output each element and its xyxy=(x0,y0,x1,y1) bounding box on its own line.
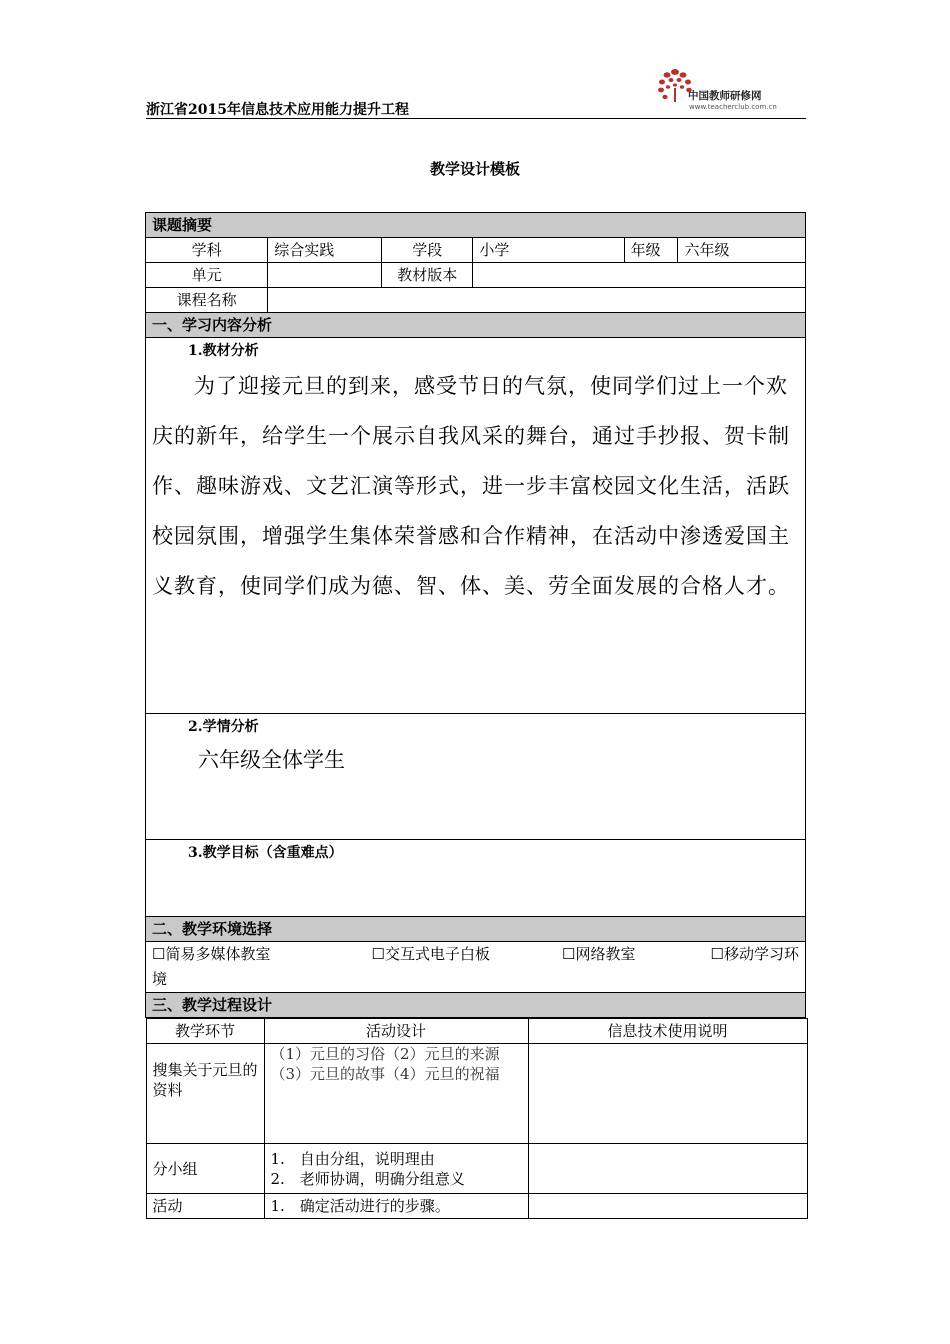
activity-line: （3）元旦的故事（4）元旦的祝福 xyxy=(270,1065,500,1083)
process-it xyxy=(528,1194,807,1219)
process-stage: 搜集关于元旦的资料 xyxy=(146,1044,264,1144)
section3-heading: 三、教学过程设计 xyxy=(146,993,806,1018)
process-stage: 活动 xyxy=(146,1194,264,1219)
activity-line: 1. 自由分组，说明理由 xyxy=(270,1149,435,1168)
process-header-stage: 教学环节 xyxy=(146,1019,264,1044)
grade-label: 年级 xyxy=(624,238,678,263)
process-header-it: 信息技术使用说明 xyxy=(528,1019,807,1044)
process-table xyxy=(146,1018,808,1219)
course-value xyxy=(268,288,806,313)
activity-line: 2. 老师协调，明确分组意义 xyxy=(270,1169,465,1188)
material-text: 为了迎接元旦的到来，感受节日的气氛，使同学们过上一个欢庆的新年，给学生一个展示自我风采的舞台，通过手抄报、贺卡制作、趣味游戏、文艺汇演等形式，进一步丰富校园文化生活，活跃校园氛围，增强学生集体荣誉感和合作精神，在活动中渗透爱国主义教育，使同学们成为德、智、体、美、劳全面发展的合格人才。 xyxy=(152,374,790,598)
activity-line: （1）元旦的习俗（2）元旦的来源 xyxy=(270,1045,500,1063)
summary-heading: 课题摘要 xyxy=(146,213,806,238)
course-label: 课程名称 xyxy=(146,288,268,313)
process-activity xyxy=(264,1194,528,1219)
grade-value: 六年级 xyxy=(678,238,806,263)
stage-value: 小学 xyxy=(473,238,624,263)
page-title: 教学设计模板 xyxy=(429,160,520,178)
process-stage: 分小组 xyxy=(146,1144,264,1194)
activity-line: 1. 确定活动进行的步骤。 xyxy=(270,1197,450,1215)
process-table-wrapper xyxy=(146,1018,806,1220)
process-it xyxy=(528,1044,807,1144)
process-activity xyxy=(264,1144,528,1194)
edition-value xyxy=(473,263,806,288)
process-activity xyxy=(264,1044,528,1144)
edition-label: 教材版本 xyxy=(382,263,473,288)
process-it xyxy=(528,1144,807,1194)
logo-url: www.teacherclub.com.cn xyxy=(689,103,777,111)
option-whiteboard[interactable]: ☐交互式电子白板 xyxy=(371,945,490,963)
material-analysis-cell xyxy=(146,338,806,714)
logo-name: 中国教师研修网 xyxy=(688,90,762,102)
learner-heading: 2.学情分析 xyxy=(188,719,259,735)
stage-label: 学段 xyxy=(382,238,473,263)
section2-heading: 二、教学环境选择 xyxy=(146,917,806,942)
environment-options xyxy=(146,942,806,993)
lesson-plan-table xyxy=(145,212,806,1219)
header-divider xyxy=(146,118,806,119)
unit-value xyxy=(268,263,382,288)
option-wrap-text: 境 xyxy=(152,970,168,988)
option-network-room[interactable]: ☐网络教室 xyxy=(562,945,636,963)
goals-cell xyxy=(146,840,806,917)
learner-text: 六年级全体学生 xyxy=(198,748,345,772)
subject-value: 综合实践 xyxy=(268,238,382,263)
option-multimedia-room[interactable]: ☐简易多媒体教室 xyxy=(152,945,271,963)
subject-label: 学科 xyxy=(146,238,268,263)
goals-heading: 3.教学目标（含重难点） xyxy=(188,845,343,861)
material-heading: 1.教材分析 xyxy=(188,343,259,359)
header-title: 浙江省2015年信息技术应用能力提升工程 xyxy=(146,102,409,118)
option-mobile-learning[interactable]: ☐移动学习环 xyxy=(710,945,799,963)
unit-label: 单元 xyxy=(146,263,268,288)
process-header-activity: 活动设计 xyxy=(264,1019,528,1044)
learner-analysis-cell xyxy=(146,714,806,840)
section1-heading: 一、学习内容分析 xyxy=(146,313,806,338)
